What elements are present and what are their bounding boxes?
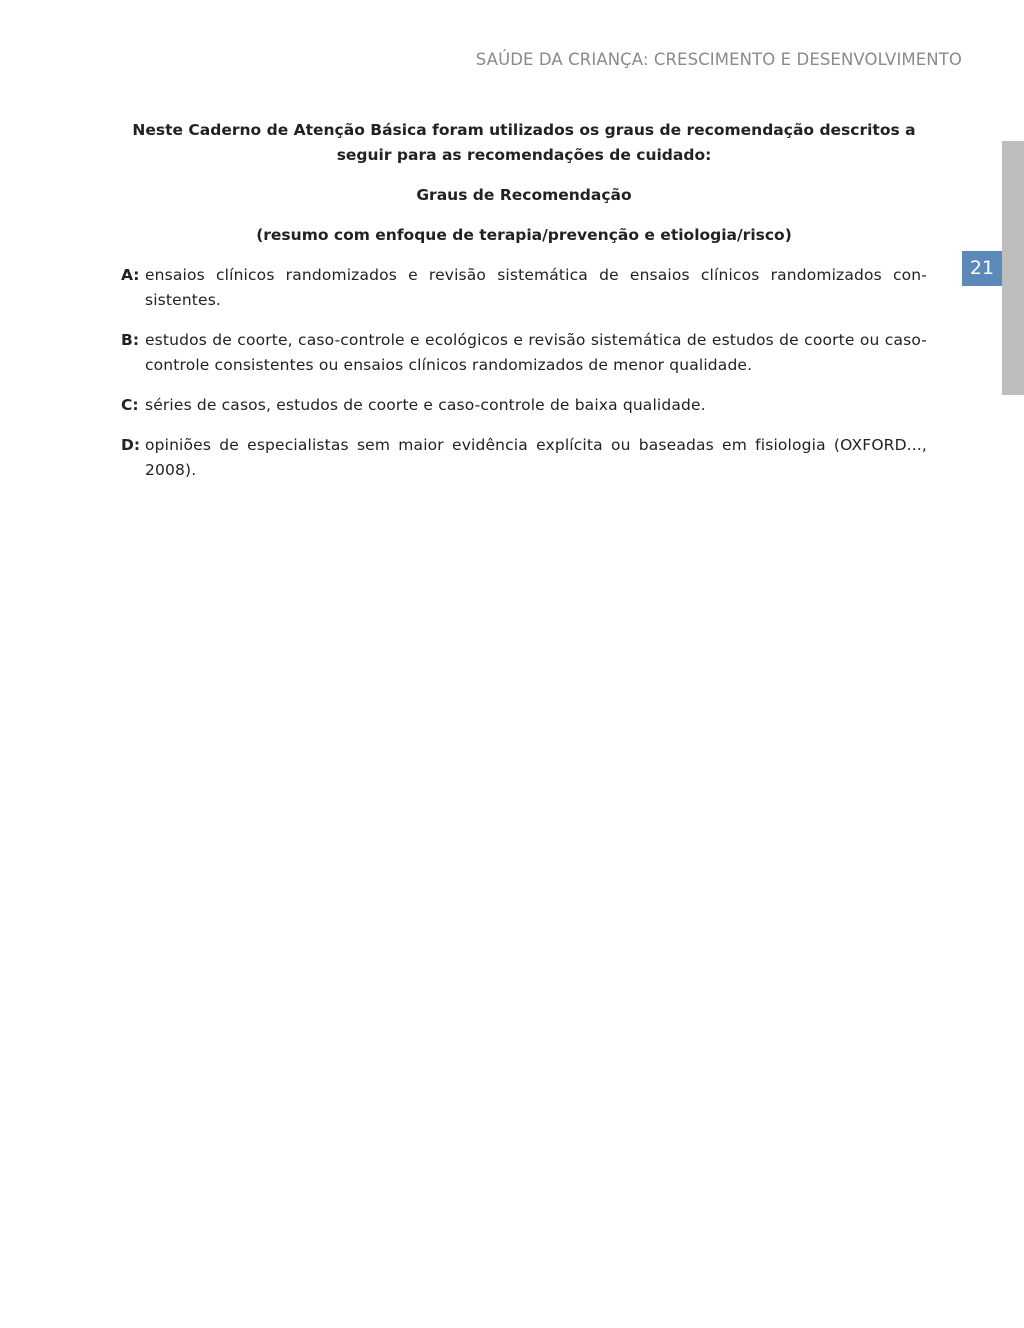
grade-text: séries de casos, estudos de coorte e caso-controle de baixa qualidade.: [145, 396, 706, 414]
grade-item-c: [121, 393, 927, 418]
grade-item-d: [121, 433, 927, 483]
grade-item-b: [121, 328, 927, 378]
running-header: SAÚDE DA CRIANÇA: CRESCIMENTO E DESENVOLVIMENTO: [475, 50, 962, 69]
grade-text: estudos de coorte, caso-controle e ecológicos e revisão sistemática de estudos de coorte ou caso-controle consistentes ou ensaios clínicos randomizados de menor qualidade.: [145, 331, 927, 374]
grade-letter: D:: [121, 436, 141, 454]
section-title: Graus de Recomendação: [416, 186, 632, 204]
grade-text: opiniões de especialistas sem maior evidência explícita ou baseadas em fisiologia (OXFORD..., 2008).: [145, 436, 927, 479]
grade-letter: C:: [121, 396, 139, 414]
side-tab: [1002, 141, 1024, 395]
grade-letter: A:: [121, 266, 140, 284]
section-subtitle: (resumo com enfoque de terapia/prevenção e etiologia/risco): [256, 226, 792, 244]
grade-letter: B:: [121, 331, 140, 349]
grade-item-a: [121, 263, 927, 313]
page-number: 21: [962, 251, 1002, 286]
grade-text: ensaios clínicos randomizados e revisão sistemática de ensaios clínicos randomizados con-sistentes.: [145, 266, 927, 309]
main-content: [121, 118, 927, 498]
grades-list: [121, 263, 927, 483]
intro-paragraph: Neste Caderno de Atenção Básica foram utilizados os graus de recomendação descritos a seguir para as recomendações de cuidado:: [132, 121, 916, 164]
